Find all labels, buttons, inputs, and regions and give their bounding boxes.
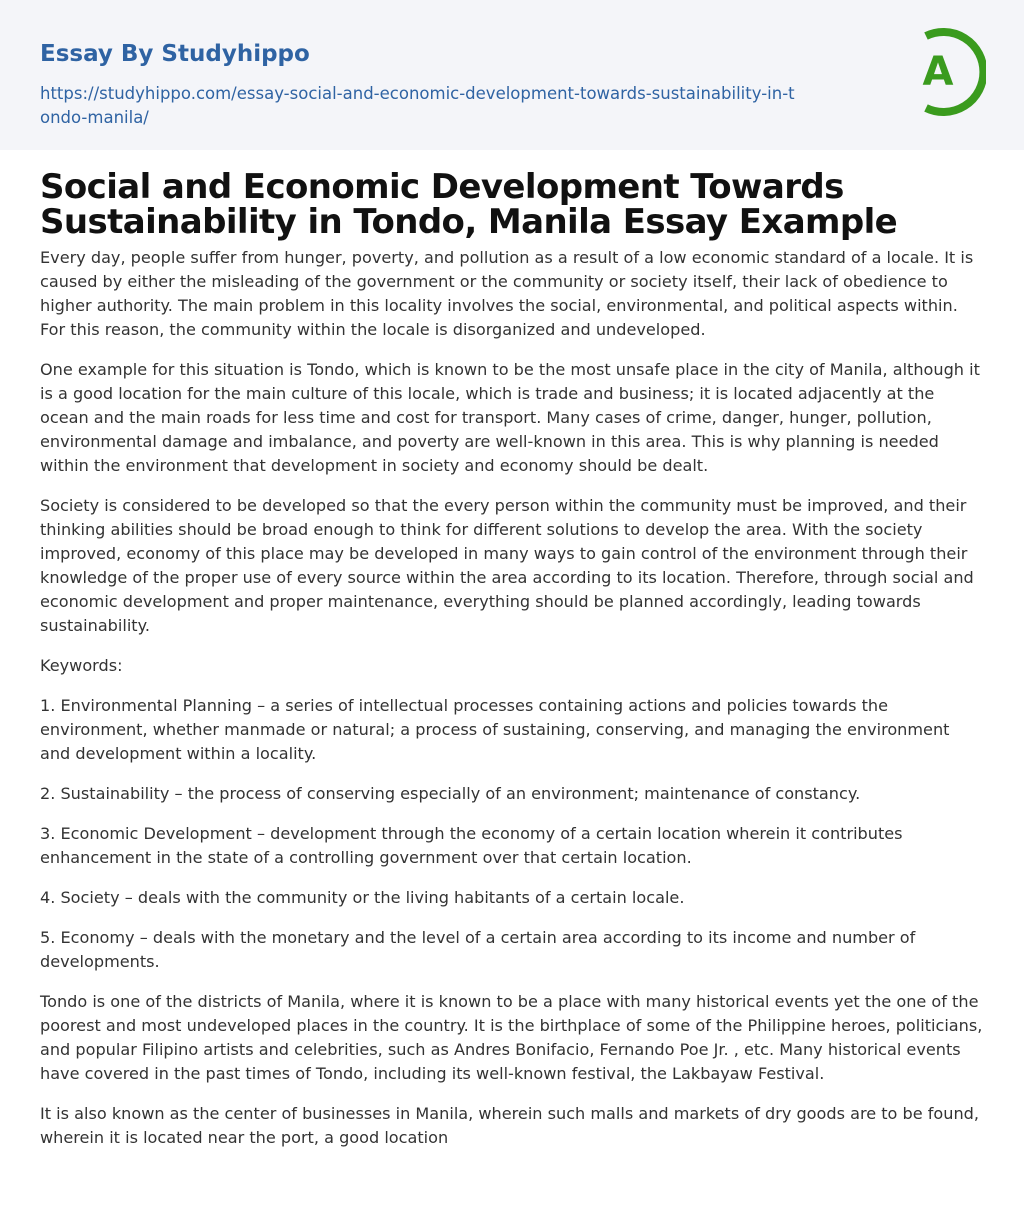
- keywords-heading: Keywords:: [40, 656, 123, 675]
- essay-paragraph: One example for this situation is Tondo, which is known to be the most unsafe place in the city of Manila, although it is a good location for the main culture of this locale, which is trade and business; it is located adjacently at the ocean and the main roads for less time and cost for transport. Many cases of crime, danger, hunger, pollution, environmental damage and imbalance, and poverty are well-known in this area. This is why planning is needed within the environment that development in society and economy should be dealt.: [40, 360, 980, 475]
- keyword-item: 4. Society – deals with the community or the living habitants of a certain locale.: [40, 888, 685, 907]
- keyword-item: 1. Environmental Planning – a series of intellectual processes containing actions and policies towards the environment, whether manmade or natural; a process of sustaining, conserving, and managing the environment and development within a locality.: [40, 696, 950, 763]
- brand-title[interactable]: Essay By Studyhippo: [40, 41, 310, 67]
- essay-paragraph: Society is considered to be developed so that the every person within the community must be improved, and their thinking abilities should be broad enough to think for different solutions to develop the area. With the society improved, economy of this place may be developed in many ways to gain control of the environment through their knowledge of the proper use of every source within the area according to its location. Therefore, through social and economic development and proper maintenance, everything should be planned accordingly, leading towards sustainability.: [40, 496, 974, 635]
- essay-paragraph: Tondo is one of the districts of Manila, where it is known to be a place with many historical events yet the one of the poorest and most undeveloped places in the country. It is the birthplace of some of the Philippine heroes, politicians, and popular Filipino artists and celebrities, such as Andres Bonifacio, Fernando Poe Jr. , etc. Many historical events have covered in the past times of Tondo, including its well-known festival, the Lakbayaw Festival.: [40, 992, 983, 1083]
- essay-content: [0, 150, 1024, 1150]
- page-title: Social and Economic Development Towards Sustainability in Tondo, Manila Essay Example: [40, 167, 898, 242]
- logo-letter: A: [922, 49, 954, 95]
- site-header: [0, 0, 1024, 150]
- source-url-link[interactable]: https://studyhippo.com/essay-social-and-economic-development-towards-sustainability-in-tondo-manila/: [40, 84, 795, 127]
- keyword-item: 2. Sustainability – the process of conserving especially of an environment; maintenance of constancy.: [40, 784, 861, 803]
- essay-paragraph: Every day, people suffer from hunger, poverty, and pollution as a result of a low economic standard of a locale. It is caused by either the misleading of the government or the community or society itself, their lack of obedience to higher authority. The main problem in this locality involves the social, environmental, and political aspects within. For this reason, the community within the locale is disorganized and undeveloped.: [40, 248, 974, 339]
- keyword-item: 3. Economic Development – development through the economy of a certain location wherein it contributes enhancement in the state of a controlling government over that certain location.: [40, 824, 903, 867]
- studyhippo-logo-icon[interactable]: [898, 28, 986, 116]
- keyword-item: 5. Economy – deals with the monetary and the level of a certain area according to its income and number of developments.: [40, 928, 916, 971]
- essay-paragraph: It is also known as the center of businesses in Manila, wherein such malls and markets of dry goods are to be found, wherein it is located near the port, a good location: [40, 1104, 979, 1147]
